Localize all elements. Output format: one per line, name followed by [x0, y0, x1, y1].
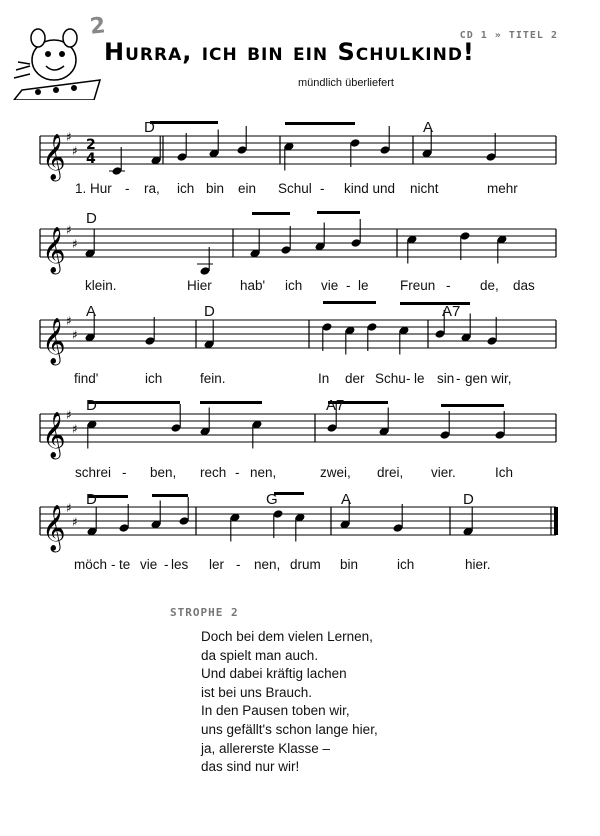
treble-clef-icon: 𝄞 — [42, 318, 66, 364]
lyric-syllable: schrei — [75, 465, 112, 480]
lyric-syllable: ra, — [144, 181, 160, 196]
lyric-syllable: Schu — [375, 371, 406, 386]
lyric-syllable: - — [320, 181, 325, 196]
beam — [252, 212, 290, 215]
stanza-line: uns gefällt's schon lange hier, — [201, 721, 378, 737]
stanza-label: STROPHE 2 — [170, 606, 239, 619]
lyric-syllable: find' — [74, 371, 99, 386]
lyric-syllable: ich — [285, 278, 303, 293]
lyric-syllable: bin — [340, 557, 359, 572]
lyric-syllable: le — [358, 278, 369, 293]
beam — [88, 401, 180, 404]
lyric-syllable: te — [119, 557, 131, 572]
stanza-line: ja, allererste Klasse – — [201, 740, 331, 756]
time-signature-top: 2 — [86, 137, 96, 153]
beam — [274, 492, 304, 495]
chord-symbol: A — [423, 119, 434, 136]
stanza-line: ist bei uns Brauch. — [201, 684, 313, 700]
final-barline — [554, 507, 558, 535]
beam — [323, 301, 376, 304]
lyric-syllable: hier. — [465, 557, 491, 572]
chord-symbol: A7 — [326, 397, 345, 414]
treble-clef-icon: 𝄞 — [42, 134, 66, 180]
time-signature-bottom: 4 — [86, 151, 96, 167]
lyric-syllable: le — [414, 371, 425, 386]
sharp-icon: ♯ — [72, 422, 78, 436]
chord-symbol: D — [86, 397, 97, 414]
lyric-syllable: - — [346, 278, 351, 293]
sharp-icon: ♯ — [66, 130, 72, 144]
cd-track-label: CD 1 » TITEL 2 — [459, 30, 558, 41]
lyric-syllable: - — [406, 371, 411, 386]
lyric-syllable: les — [171, 557, 189, 572]
lyric-syllable: - — [164, 557, 169, 572]
beam — [285, 122, 355, 125]
stanza-line: Doch bei dem vielen Lernen, — [201, 629, 373, 644]
lyric-syllable: bin — [206, 181, 225, 196]
lyric-syllable: drum — [290, 557, 321, 572]
chord-symbol: D — [144, 119, 155, 136]
treble-clef-icon: 𝄞 — [42, 505, 66, 551]
lyric-syllable: zwei, — [320, 465, 351, 480]
stanza-text — [201, 628, 378, 777]
beam — [150, 121, 218, 124]
lyric-syllable: 1. Hur — [75, 181, 112, 196]
lyric-syllable: rech — [200, 465, 227, 480]
lyric-syllable: mehr — [487, 181, 518, 196]
beam — [152, 494, 188, 497]
lyric-syllable: ich — [145, 371, 163, 386]
lyric-syllable: ben, — [150, 465, 177, 480]
chord-symbol: D — [86, 210, 97, 227]
lyric-syllable: Schul — [278, 181, 312, 196]
stanza-line: In den Pausen toben wir, — [201, 703, 350, 719]
lyric-syllable: sin — [437, 371, 455, 386]
lyric-syllable: Freun — [400, 278, 436, 293]
beam — [200, 401, 262, 404]
lyric-syllable: In — [318, 371, 330, 386]
lyric-syllable: klein. — [85, 278, 117, 293]
lyric-syllable: - — [235, 465, 240, 480]
sharp-icon: ♯ — [66, 314, 72, 328]
lyric-syllable: Hier — [187, 278, 212, 293]
song-number: 2 — [88, 13, 107, 40]
sharp-icon: ♯ — [72, 328, 78, 342]
stanza-line: Und dabei kräftig lachen — [201, 666, 347, 682]
sharp-icon: ♯ — [66, 501, 72, 515]
lyric-syllable: vie — [321, 278, 339, 293]
chord-symbol: A7 — [442, 303, 461, 320]
treble-clef-icon: 𝄞 — [42, 412, 66, 458]
chord-symbol: A — [86, 303, 97, 320]
lyric-syllable: nicht — [410, 181, 439, 196]
lyric-syllable: ich — [177, 181, 195, 196]
stanza-line: das sind nur wir! — [201, 759, 300, 775]
lyric-syllable: - — [122, 465, 127, 480]
lyric-syllable: - — [125, 181, 130, 196]
lyric-syllable: - — [111, 557, 116, 572]
treble-clef-icon: 𝄞 — [42, 227, 66, 273]
sharp-icon: ♯ — [72, 237, 78, 251]
sharp-icon: ♯ — [72, 144, 78, 158]
lyric-syllable: möch — [74, 557, 108, 572]
lyric-syllable: - — [456, 371, 461, 386]
sharp-icon: ♯ — [72, 515, 78, 529]
lyric-syllable: nen, — [250, 465, 277, 480]
chord-symbol: D — [463, 491, 474, 508]
chord-symbol: A — [341, 491, 352, 508]
lyric-syllable: de, — [480, 278, 499, 293]
song-origin: mündlich überliefert — [298, 77, 394, 89]
lyric-syllable: drei, — [377, 465, 404, 480]
lyric-syllable: vie — [140, 557, 158, 572]
lyric-syllable: gen wir, — [465, 371, 512, 386]
lyric-syllable: kind und — [344, 181, 396, 196]
lyric-syllable: - — [236, 557, 241, 572]
lyric-syllable: - — [446, 278, 451, 293]
beam — [441, 404, 504, 407]
lyric-syllable: Ich — [495, 465, 514, 480]
song-title: Hurra, ich bin ein Schulkind! — [104, 38, 475, 66]
lyric-syllable: der — [345, 371, 365, 386]
lyric-syllable: hab' — [240, 278, 266, 293]
lyric-syllable: das — [513, 278, 535, 293]
lyric-syllable: ein — [238, 181, 257, 196]
lyric-syllable: ich — [397, 557, 415, 572]
chord-symbol: D — [204, 303, 215, 320]
chord-symbol: G — [266, 491, 278, 508]
stanza-line: da spielt man auch. — [201, 647, 319, 663]
sharp-icon: ♯ — [66, 223, 72, 237]
sharp-icon: ♯ — [66, 408, 72, 422]
beam — [317, 211, 360, 214]
lyric-syllable: nen, — [254, 557, 281, 572]
lyric-syllable: vier. — [431, 465, 456, 480]
lyric-syllable: ler — [209, 557, 225, 572]
lyric-syllable: fein. — [200, 371, 226, 386]
chord-symbol: D — [86, 491, 97, 508]
